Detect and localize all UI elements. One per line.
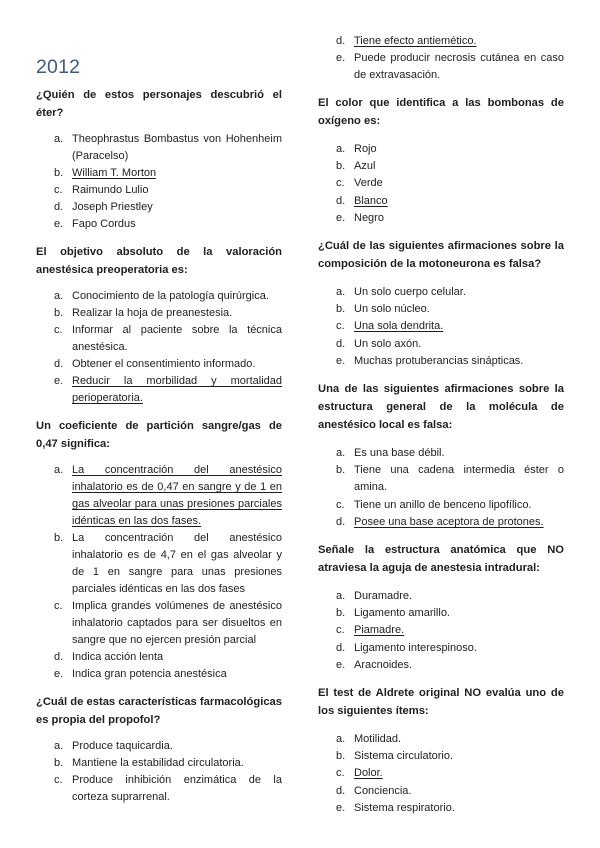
option-text: Muchas protuberancias sinápticas. [354, 354, 524, 367]
option-letter: d. [336, 784, 346, 797]
option-text: Implica grandes volúmenes de anestésico inhalatorio captados para ser disueltos en sangre que no ejercen presión parcial [72, 600, 282, 646]
question-text: ¿Cuál de estas características farmacológicas es propia del propofol? [36, 696, 282, 726]
option-item [36, 598, 282, 649]
option-item [318, 175, 564, 192]
question-local-anesthetic [318, 380, 564, 531]
option-text: Produce inhibición enzimática de la corteza suprarrenal. [72, 774, 282, 803]
option-letter: a. [54, 464, 64, 476]
option-text: Informar al paciente sobre la técnica anestésica. [72, 324, 282, 353]
option-list [318, 141, 564, 227]
option-letter: b. [54, 757, 64, 769]
option-letter: d. [336, 337, 346, 350]
option-item [36, 182, 282, 199]
question-text: Señale la estructura anatómica que NO atraviesa la aguja de anestesia intradural: [318, 544, 564, 575]
option-text: Un solo cuerpo celular. [354, 286, 466, 299]
option-text: Produce taquicardia. [72, 740, 173, 752]
option-letter: b. [336, 303, 346, 316]
option-item [318, 445, 564, 462]
question-propofol [36, 693, 282, 806]
option-item [36, 199, 282, 216]
question-text: ¿Quién de estos personajes descubrió el éter? [36, 89, 282, 119]
left-column [36, 86, 282, 816]
option-letter: d. [336, 35, 346, 47]
option-item [318, 783, 564, 800]
option-letter: a. [336, 447, 346, 460]
option-item [318, 657, 564, 674]
option-item [318, 731, 564, 748]
option-text: Ligamento interespinoso. [354, 641, 477, 654]
option-letter: c. [336, 624, 345, 637]
option-item [36, 356, 282, 373]
option-letter: b. [336, 160, 346, 173]
option-item-correct [36, 373, 282, 407]
option-text: La concentración del anestésico inhalatorio es de 4,7 en el gas alveolar y de 1 en sangre para unas presiones parciales idénticas en las dos fases [72, 532, 282, 595]
option-item [318, 284, 564, 301]
option-text: William T. Morton [72, 167, 157, 179]
option-text: Fapo Cordus [72, 218, 136, 230]
option-item [318, 497, 564, 514]
option-letter: b. [54, 307, 64, 319]
option-list [318, 445, 564, 531]
option-text: Piamadre. [354, 624, 405, 637]
option-text: Sistema circulatorio. [354, 750, 454, 763]
option-text: Verde [354, 177, 383, 190]
question-intradural-needle [318, 541, 564, 674]
option-list [318, 284, 564, 370]
option-item-correct [318, 514, 564, 531]
option-list [318, 33, 564, 84]
question-text: El test de Aldrete original NO evalúa uno de los siguientes ítems: [318, 687, 564, 718]
question-ether [36, 86, 282, 233]
option-list [318, 731, 564, 817]
option-text: Joseph Priestley [72, 201, 153, 213]
option-letter: e. [54, 375, 64, 387]
option-item [318, 353, 564, 370]
option-letter: d. [336, 515, 346, 528]
option-item [36, 649, 282, 666]
option-list [36, 738, 282, 806]
option-text: Obtener el consentimiento informado. [72, 358, 256, 370]
option-letter: d. [54, 201, 64, 213]
option-item-correct [318, 318, 564, 335]
question-oxygen-color [318, 94, 564, 227]
option-letter: b. [336, 464, 346, 477]
option-letter: a. [336, 143, 346, 155]
option-letter: a. [336, 590, 346, 603]
option-item-correct [36, 165, 282, 182]
option-letter: c. [336, 320, 345, 333]
option-item-correct [318, 193, 564, 210]
option-item [318, 800, 564, 817]
option-letter: c. [336, 767, 345, 780]
option-letter: e. [336, 801, 346, 814]
option-letter: c. [336, 177, 345, 190]
option-item [318, 301, 564, 318]
question-text: Una de las siguientes afirmaciones sobre la estructura general de la molécula de anestésico local es falsa: [318, 383, 564, 432]
option-item-correct [36, 462, 282, 530]
option-item [36, 738, 282, 755]
option-letter: c. [54, 184, 63, 196]
option-item [318, 588, 564, 605]
option-text: Sistema respiratorio. [354, 801, 455, 814]
option-text: Un solo núcleo. [354, 303, 430, 316]
option-item [36, 305, 282, 322]
option-text: Reducir la morbilidad y mortalidad perioperatoria. [72, 375, 282, 404]
question-preoperative [36, 243, 282, 407]
option-letter: d. [54, 358, 64, 370]
option-text: Es una base débil. [354, 447, 445, 460]
question-text: Un coeficiente de partición sangre/gas de 0,47 significa: [36, 420, 282, 450]
option-item [318, 748, 564, 765]
option-item [318, 50, 564, 84]
option-letter: e. [336, 52, 346, 64]
option-letter: e. [336, 658, 346, 671]
page-title: 2012 [36, 56, 81, 78]
option-letter: b. [336, 607, 346, 620]
option-text: Conocimiento de la patología quirúrgica. [72, 290, 269, 302]
option-letter: e. [336, 354, 346, 367]
option-item [318, 640, 564, 657]
option-item [36, 772, 282, 806]
option-letter: c. [336, 498, 345, 511]
option-item [36, 216, 282, 233]
option-letter: c. [54, 600, 63, 612]
question-text: El objetivo absoluto de la valoración anestésica preoperatoria es: [36, 246, 282, 276]
option-text: Un solo axón. [354, 337, 422, 350]
option-letter: e. [54, 668, 64, 680]
option-letter: b. [336, 750, 346, 763]
option-item [318, 141, 564, 158]
option-text: Puede producir necrosis cutánea en caso de extravasación. [354, 52, 564, 81]
option-text: Realizar la hoja de preanestesia. [72, 307, 233, 319]
option-text: Indica gran potencia anestésica [72, 668, 227, 680]
option-letter: a. [54, 133, 64, 145]
option-letter: c. [54, 324, 63, 336]
option-text: Tiene un anillo de benceno lipofílico. [354, 498, 532, 511]
option-letter: a. [336, 733, 346, 746]
option-item [36, 530, 282, 598]
option-text: Theophrastus Bombastus von Hohenheim (Paracelso) [72, 133, 282, 162]
option-letter: d. [336, 641, 346, 654]
option-item [318, 605, 564, 622]
option-letter: b. [54, 167, 64, 179]
option-item [318, 158, 564, 175]
option-text: Posee una base aceptora de protones. [354, 515, 544, 528]
option-letter: e. [336, 211, 346, 224]
option-text: Motilidad. [354, 733, 402, 746]
option-item [318, 336, 564, 353]
option-text: Tiene efecto antiemético. [354, 35, 477, 47]
option-text: Una sola dendrita. [354, 320, 444, 333]
option-item [318, 210, 564, 227]
option-list [36, 131, 282, 233]
option-letter: a. [54, 740, 64, 752]
option-text: Rojo [354, 143, 377, 155]
option-list [36, 288, 282, 407]
option-item [318, 462, 564, 496]
option-letter: d. [54, 651, 64, 663]
option-item-correct [318, 622, 564, 639]
option-item-correct [318, 33, 564, 50]
option-item [36, 288, 282, 305]
option-text: Negro [354, 211, 384, 224]
right-column [318, 33, 564, 827]
question-motoneuron [318, 237, 564, 370]
option-text: Dolor. [354, 767, 383, 780]
option-text: Indica acción lenta [72, 651, 164, 663]
option-item [36, 755, 282, 772]
option-text: Raimundo Lulio [72, 184, 149, 196]
option-letter: d. [336, 194, 346, 207]
option-letter: e. [54, 218, 64, 230]
option-text: Blanco [354, 194, 388, 207]
option-letter: a. [54, 290, 64, 302]
option-item [36, 131, 282, 165]
option-list [36, 462, 282, 683]
option-item-correct [318, 765, 564, 782]
option-text: Mantiene la estabilidad circulatoria. [72, 757, 244, 769]
option-letter: c. [54, 774, 63, 786]
option-text: Conciencia. [354, 784, 412, 797]
option-text: Ligamento amarillo. [354, 607, 450, 620]
option-text: La concentración del anestésico inhalatorio es de 0,47 en sangre y de 1 en gas alveolar para unas presiones parciales idénticas en las dos fases. [72, 464, 282, 527]
option-text: Azul [354, 160, 376, 173]
option-letter: a. [336, 286, 346, 299]
question-partition-coefficient [36, 417, 282, 683]
option-text: Aracnoides. [354, 658, 413, 671]
option-letter: b. [54, 532, 64, 544]
question-propofol-continued [318, 33, 564, 84]
question-text: ¿Cuál de las siguientes afirmaciones sobre la composición de la motoneurona es falsa? [318, 240, 564, 271]
option-text: Duramadre. [354, 590, 413, 603]
option-list [318, 588, 564, 674]
option-text: Tiene una cadena intermedia éster o amina. [354, 464, 564, 494]
option-item [36, 322, 282, 356]
question-aldrete-test [318, 684, 564, 817]
question-text: El color que identifica a las bombonas de oxígeno es: [318, 97, 564, 127]
option-item [36, 666, 282, 683]
